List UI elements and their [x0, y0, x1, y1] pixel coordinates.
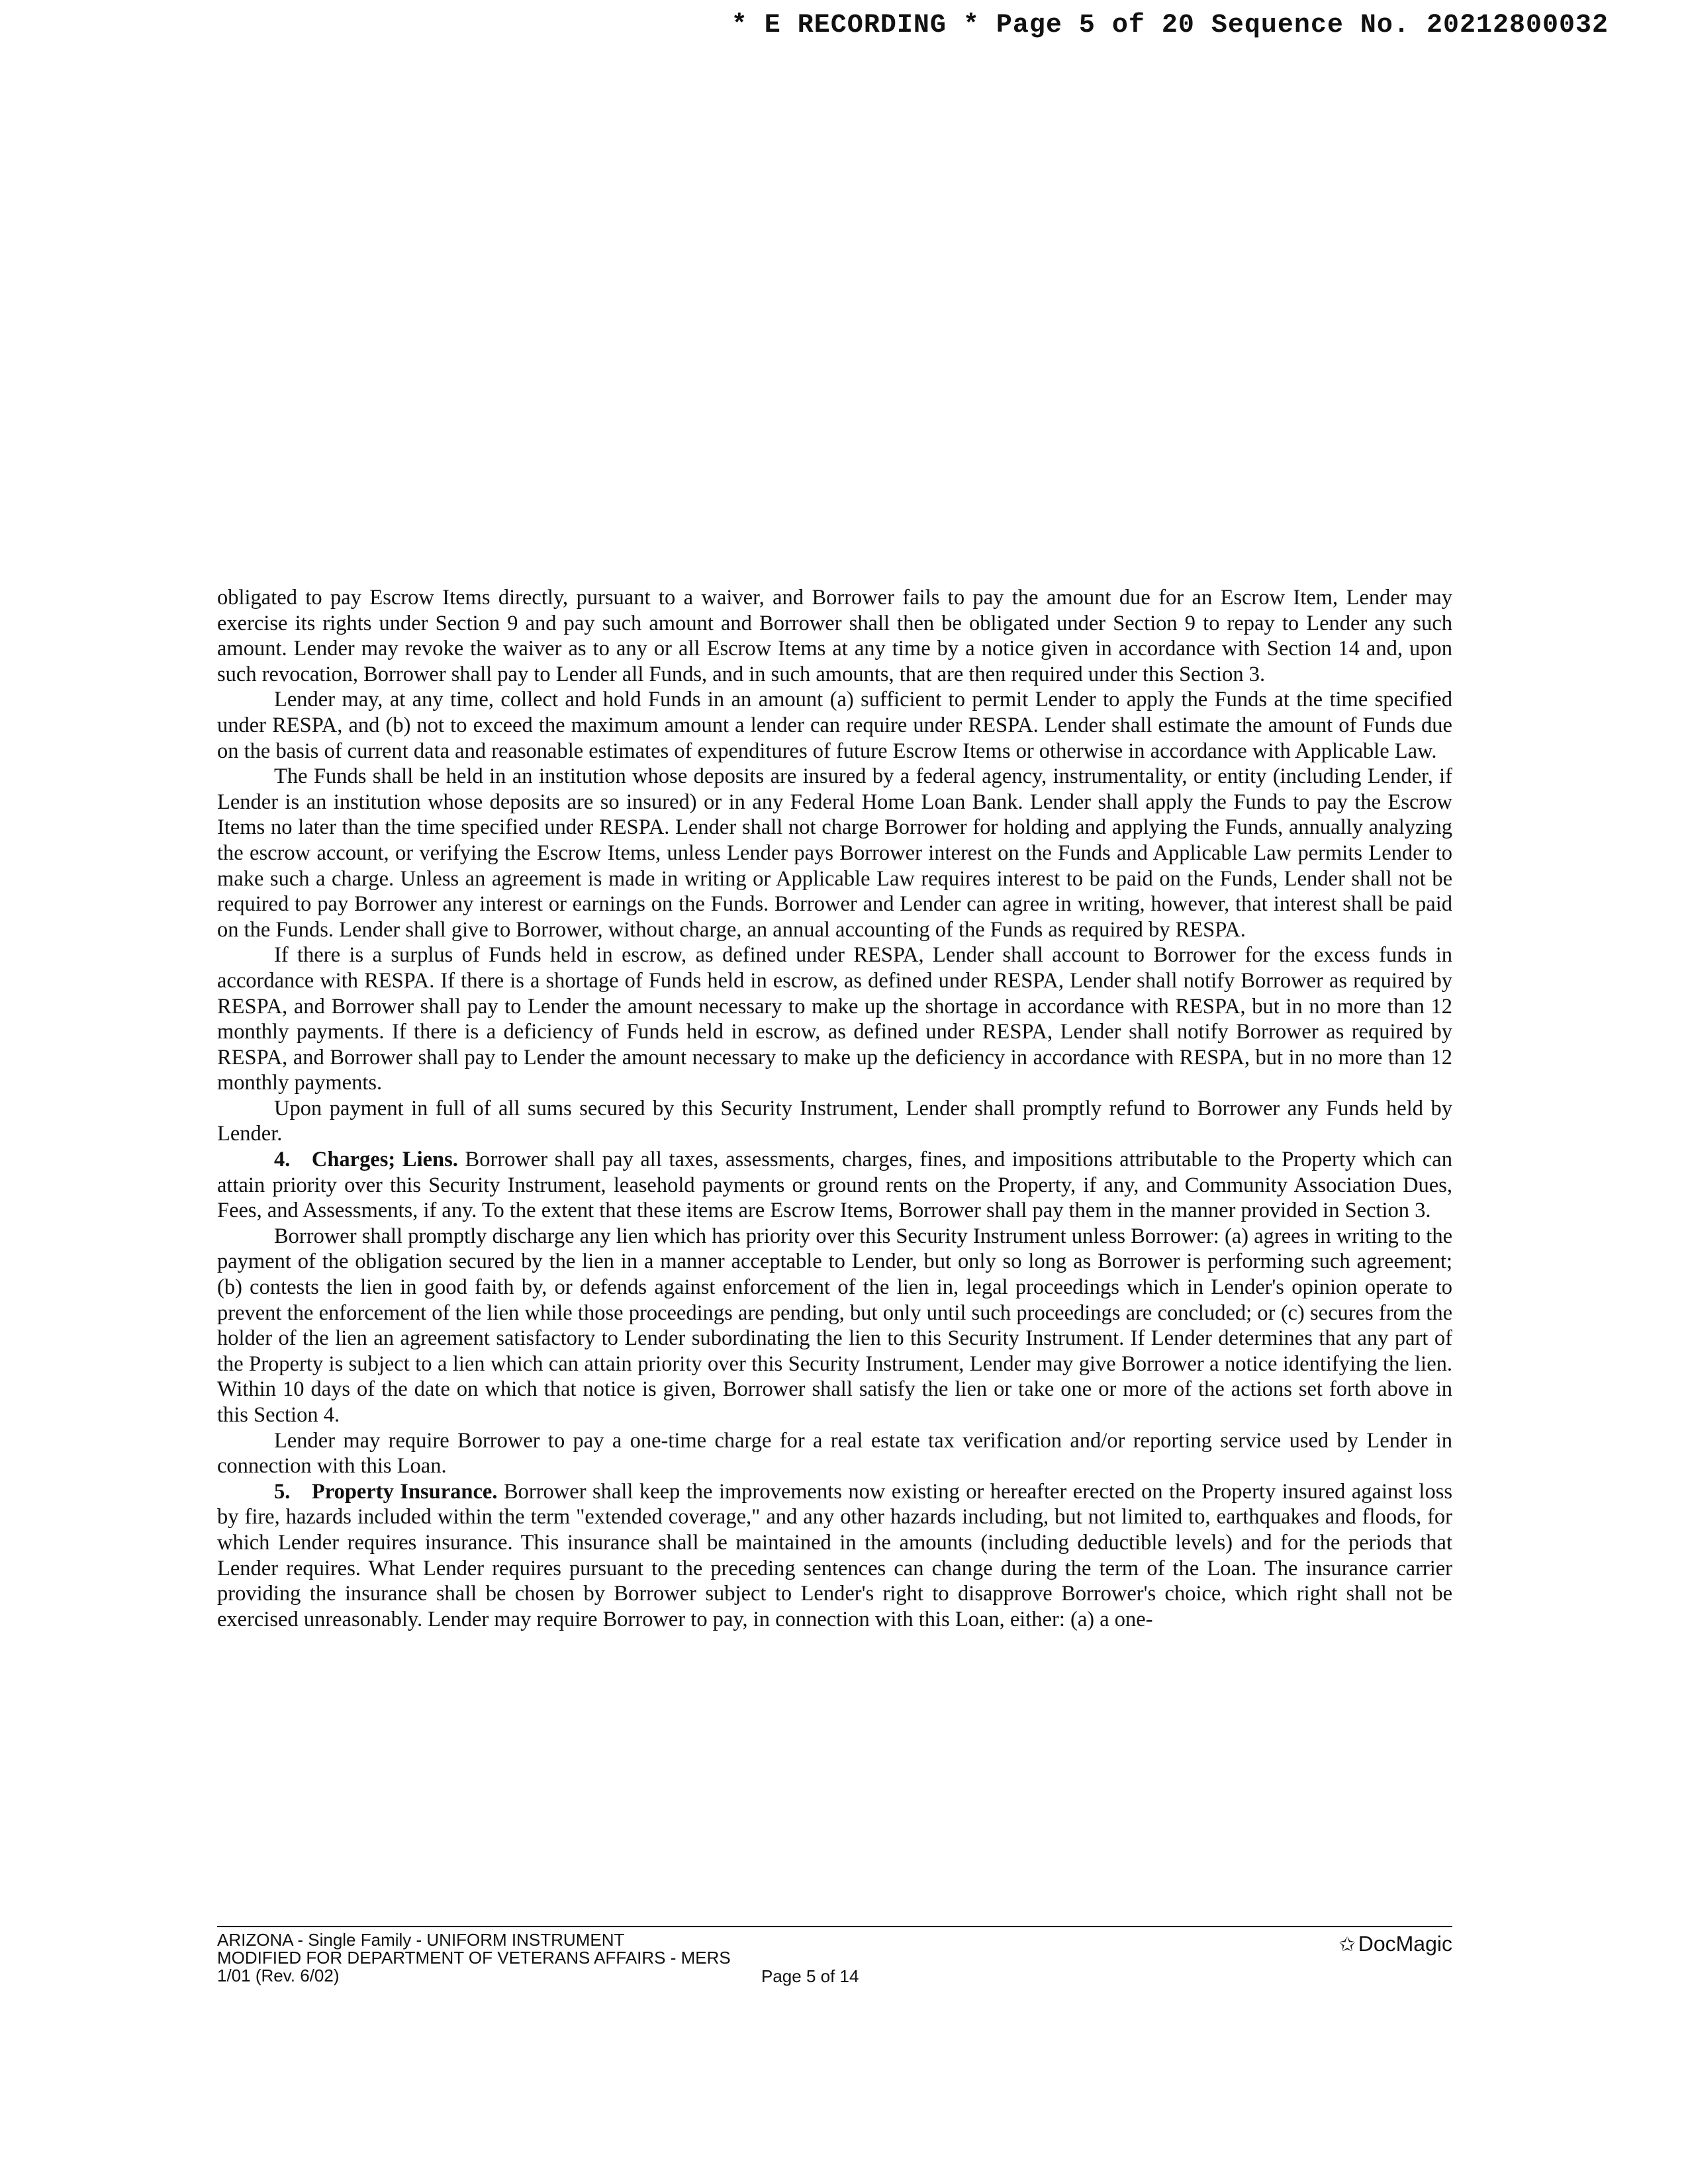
docmagic-brand-text: DocMagic: [1358, 1932, 1452, 1956]
section-4-text: Borrower shall pay all taxes, assessments, charges, fines, and impositions attributable to the Property which can attain priority over this Security Instrument, leasehold payments or ground rents on the Property, if any, and Community Association Dues, Fees, and Assessments, if any. To the extent that these items are Escrow Items, Borrower shall pay them in the manner provided in Section 3.: [217, 1148, 1452, 1223]
section-4-paragraph: [217, 1147, 1452, 1224]
footer-form-line-3: 1/01 (Rev. 6/02): [217, 1966, 340, 1985]
paragraph-tax-verification: Lender may require Borrower to pay a one-time charge for a real estate tax verification and/or reporting service used by Lender in connection with this Loan.: [217, 1428, 1452, 1479]
section-5-heading: 5. Property Insurance.: [274, 1479, 498, 1504]
page-footer: [217, 1926, 1452, 1985]
footer-page-number: Page 5 of 14: [761, 1966, 859, 1986]
paragraph-refund: Upon payment in full of all sums secured by this Security Instrument, Lender shall promptly refund to Borrower any Funds held by Lender.: [217, 1096, 1452, 1146]
docmagic-logo: [1338, 1932, 1452, 1956]
footer-form-line-2: MODIFIED FOR DEPARTMENT OF VETERANS AFFAIRS - MERS: [217, 1948, 731, 1968]
paragraph-funds-held: The Funds shall be held in an institution whose deposits are insured by a federal agency, instrumentality, or entity (including Lender, if Lender is an institution whose deposits are so insured) or in any Federal Home Loan Bank. Lender shall apply the Funds to pay the Escrow Items no later than the time specified under RESPA. Lender shall not charge Borrower for holding and applying the Funds, annually analyzing the escrow account, or verifying the Escrow Items, unless Lender pays Borrower interest on the Funds and Applicable Law permits Lender to make such a charge. Unless an agreement is made in writing or Applicable Law requires interest to be paid on the Funds, Lender shall not be required to pay Borrower any interest or earnings on the Funds. Borrower and Lender can agree in writing, however, that interest shall be paid on the Funds. Lender shall give to Borrower, without charge, an annual accounting of the Funds as required by RESPA.: [217, 764, 1452, 942]
paragraph-discharge-lien: Borrower shall promptly discharge any lien which has priority over this Security Instrument unless Borrower: (a) agrees in writing to the payment of the obligation secured by the lien in a manner acceptable to Lender, but only so long as Borrower is performing such agreement; (b) contests the lien in good faith by, or defends against enforcement of the lien in, legal proceedings which in Lender's opinion operate to prevent the enforcement of the lien while those proceedings are pending, but only until such proceedings are concluded; or (c) secures from the holder of the lien an agreement satisfactory to Lender subordinating the lien to this Security Instrument. If Lender determines that any part of the Property is subject to a lien which can attain priority over this Security Instrument, Lender may give Borrower a notice identifying the lien. Within 10 days of the date on which that notice is given, Borrower shall satisfy the lien or take one or more of the actions set forth above in this Section 4.: [217, 1224, 1452, 1427]
recording-header: * E RECORDING * Page 5 of 20 Sequence No. 20212800032: [731, 11, 1609, 40]
paragraph-funds-collection: Lender may, at any time, collect and hold Funds in an amount (a) sufficient to permit Lender to apply the Funds at the time specified under RESPA, and (b) not to exceed the maximum amount a lender can require under RESPA. Lender shall estimate the amount of Funds due on the basis of current data and reasonable estimates of expenditures of future Escrow Items or otherwise in accordance with Applicable Law.: [217, 688, 1452, 763]
section-5-text: Borrower shall keep the improvements now existing or hereafter erected on the Property insured against loss by fire, hazards included within the term "extended coverage," and any other hazards including, but not limited to, earthquakes and floods, for which Lender requires insurance. This insurance shall be maintained in the amounts (including deductible levels) and for the periods that Lender requires. What Lender requires pursuant to the preceding sentences can change during the term of the Loan. The insurance carrier providing the insurance shall be chosen by Borrower subject to Lender's right to disapprove Borrower's choice, which right shall not be exercised unreasonably. Lender may require Borrower to pay, in connection with this Loan, either: (a) a one-: [217, 1479, 1452, 1631]
paragraph-escrow-waiver: obligated to pay Escrow Items directly, pursuant to a waiver, and Borrower fails to pay the amount due for an Escrow Item, Lender may exercise its rights under Section 9 and pay such amount and Borrower shall then be obligated under Section 9 to repay to Lender any such amount. Lender may revoke the waiver as to any or all Escrow Items at any time by a notice given in accordance with Section 14 and, upon such revocation, Borrower shall pay to Lender all Funds, and in such amounts, that are then required under this Section 3.: [217, 586, 1452, 686]
section-5-paragraph: [217, 1479, 1452, 1633]
document-body: [217, 585, 1452, 1632]
section-4-heading: 4. Charges; Liens.: [274, 1148, 458, 1172]
footer-form-line-1: ARIZONA - Single Family - UNIFORM INSTRUMENT: [217, 1930, 625, 1950]
star-icon: ✩: [1338, 1934, 1356, 1956]
paragraph-surplus-shortage: If there is a surplus of Funds held in escrow, as defined under RESPA, Lender shall account to Borrower for the excess funds in accordance with RESPA. If there is a shortage of Funds held in escrow, as defined under RESPA, Lender shall notify Borrower as required by RESPA, and Borrower shall pay to Lender the amount necessary to make up the shortage in accordance with RESPA, but in no more than 12 monthly payments. If there is a deficiency of Funds held in escrow, as defined under RESPA, Lender shall notify Borrower as required by RESPA, and Borrower shall pay to Lender the amount necessary to make up the deficiency in accordance with RESPA, but in no more than 12 monthly payments.: [217, 943, 1452, 1095]
